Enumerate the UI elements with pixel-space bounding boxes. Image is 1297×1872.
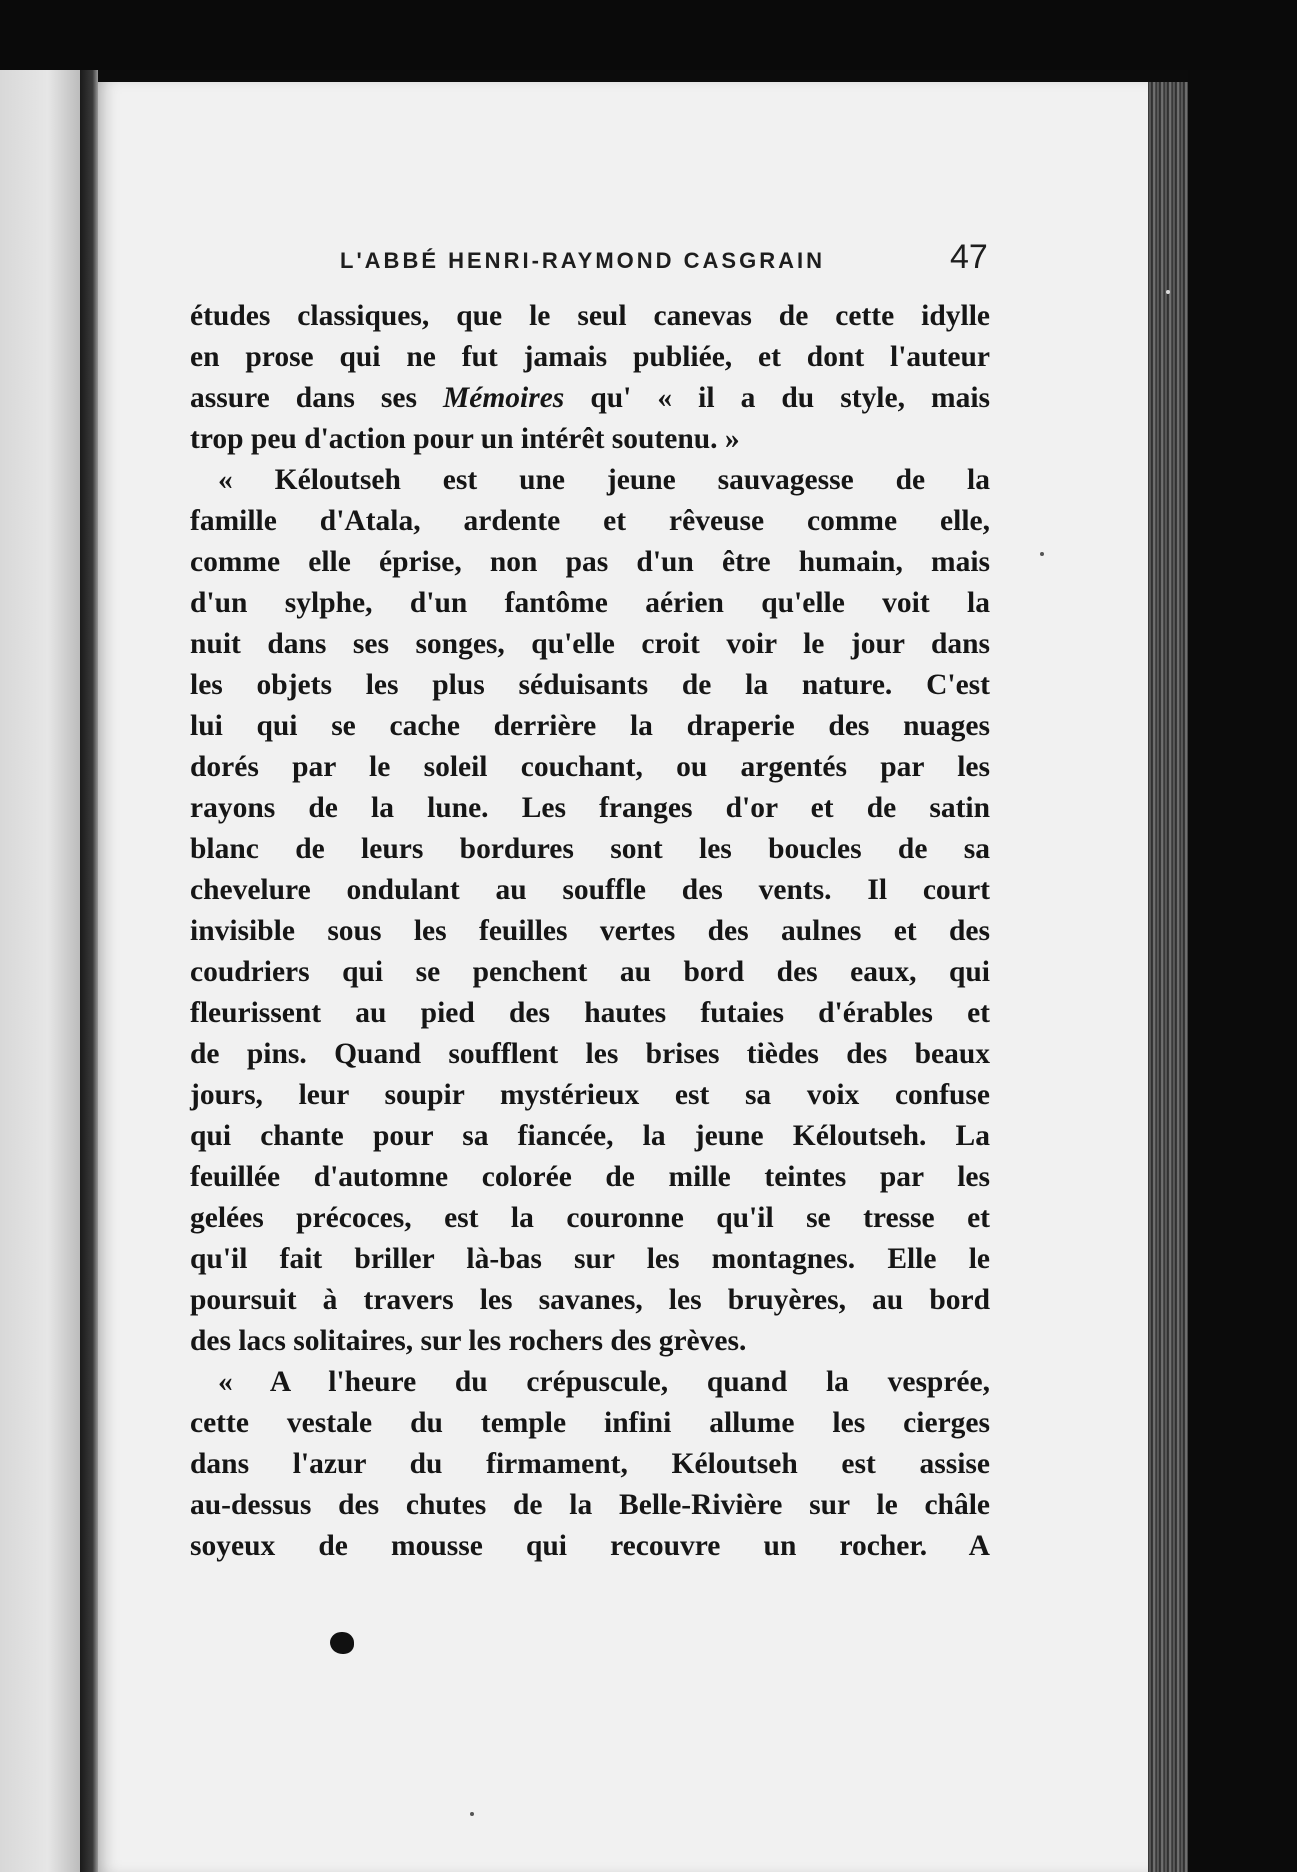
italic-title: Mémoires <box>443 382 565 414</box>
text-line: assure dans ses Mémoires qu' « il a du style, mais <box>190 382 990 414</box>
text-line: comme elle éprise, non pas d'un être humain, mais <box>190 546 990 578</box>
text-line: dorés par le soleil couchant, ou argentés par les <box>190 751 990 783</box>
text-line: invisible sous les feuilles vertes des aulnes et des <box>190 915 990 947</box>
page-stack-edge <box>1148 82 1188 1872</box>
text-line: gelées précoces, est la couronne qu'il se tresse et <box>190 1202 990 1234</box>
text-line: des lacs solitaires, sur les rochers des grèves. <box>190 1325 747 1357</box>
text-line: au-dessus des chutes de la Belle-Rivière sur le châle <box>190 1489 990 1521</box>
text-line: d'un sylphe, d'un fantôme aérien qu'elle voit la <box>190 587 990 619</box>
running-head: L'ABBÉ HENRI-RAYMOND CASGRAIN <box>340 248 825 273</box>
text-line: études classiques, que le seul canevas de cette idylle <box>190 300 990 332</box>
paragraph-start-line: « A l'heure du crépuscule, quand la vesprée, <box>218 1366 990 1398</box>
text-line: lui qui se cache derrière la draperie des nuages <box>190 710 990 742</box>
text-line: cette vestale du temple infini allume les cierges <box>190 1407 990 1439</box>
text-line: chevelure ondulant au souffle des vents. Il court <box>190 874 990 906</box>
text-line: dans l'azur du firmament, Kéloutseh est assise <box>190 1448 990 1480</box>
paragraph-start-line: « Kéloutseh est une jeune sauvagesse de la <box>218 464 990 496</box>
text-line: qui chante pour sa fiancée, la jeune Kéloutseh. La <box>190 1120 990 1152</box>
text-line: les objets les plus séduisants de la nature. C'est <box>190 669 990 701</box>
dust-speck <box>1040 552 1044 556</box>
text-line: jours, leur soupir mystérieux est sa voix confuse <box>190 1079 990 1111</box>
text-line: rayons de la lune. Les franges d'or et de satin <box>190 792 990 824</box>
ink-blot <box>330 1632 354 1654</box>
text-line: de pins. Quand soufflent les brises tièdes des beaux <box>190 1038 990 1070</box>
text-line: poursuit à travers les savanes, les bruyères, au bord <box>190 1284 990 1316</box>
text-line: blanc de leurs bordures sont les boucles de sa <box>190 833 990 865</box>
text-line: feuillée d'automne colorée de mille teintes par les <box>190 1161 990 1193</box>
text-line: qu'il fait briller là-bas sur les montagnes. Elle le <box>190 1243 990 1275</box>
book-gutter <box>80 70 98 1872</box>
previous-page-edge <box>0 70 80 1872</box>
dust-speck <box>1166 290 1170 294</box>
text-line: soyeux de mousse qui recouvre un rocher. A <box>190 1530 990 1562</box>
text-line: famille d'Atala, ardente et rêveuse comme elle, <box>190 505 990 537</box>
page-number: 47 <box>950 238 988 276</box>
text-line: fleurissent au pied des hautes futaies d'érables et <box>190 997 990 1029</box>
body-text <box>190 296 990 1567</box>
text-line: en prose qui ne fut jamais publiée, et dont l'auteur <box>190 341 990 373</box>
text-line: nuit dans ses songes, qu'elle croit voir le jour dans <box>190 628 990 660</box>
text-line: coudriers qui se penchent au bord des eaux, qui <box>190 956 990 988</box>
scan-right-border <box>1188 70 1297 1872</box>
scan-top-border <box>0 0 1297 70</box>
text-line: trop peu d'action pour un intérêt soutenu. » <box>190 423 740 455</box>
dust-speck <box>470 1812 474 1816</box>
